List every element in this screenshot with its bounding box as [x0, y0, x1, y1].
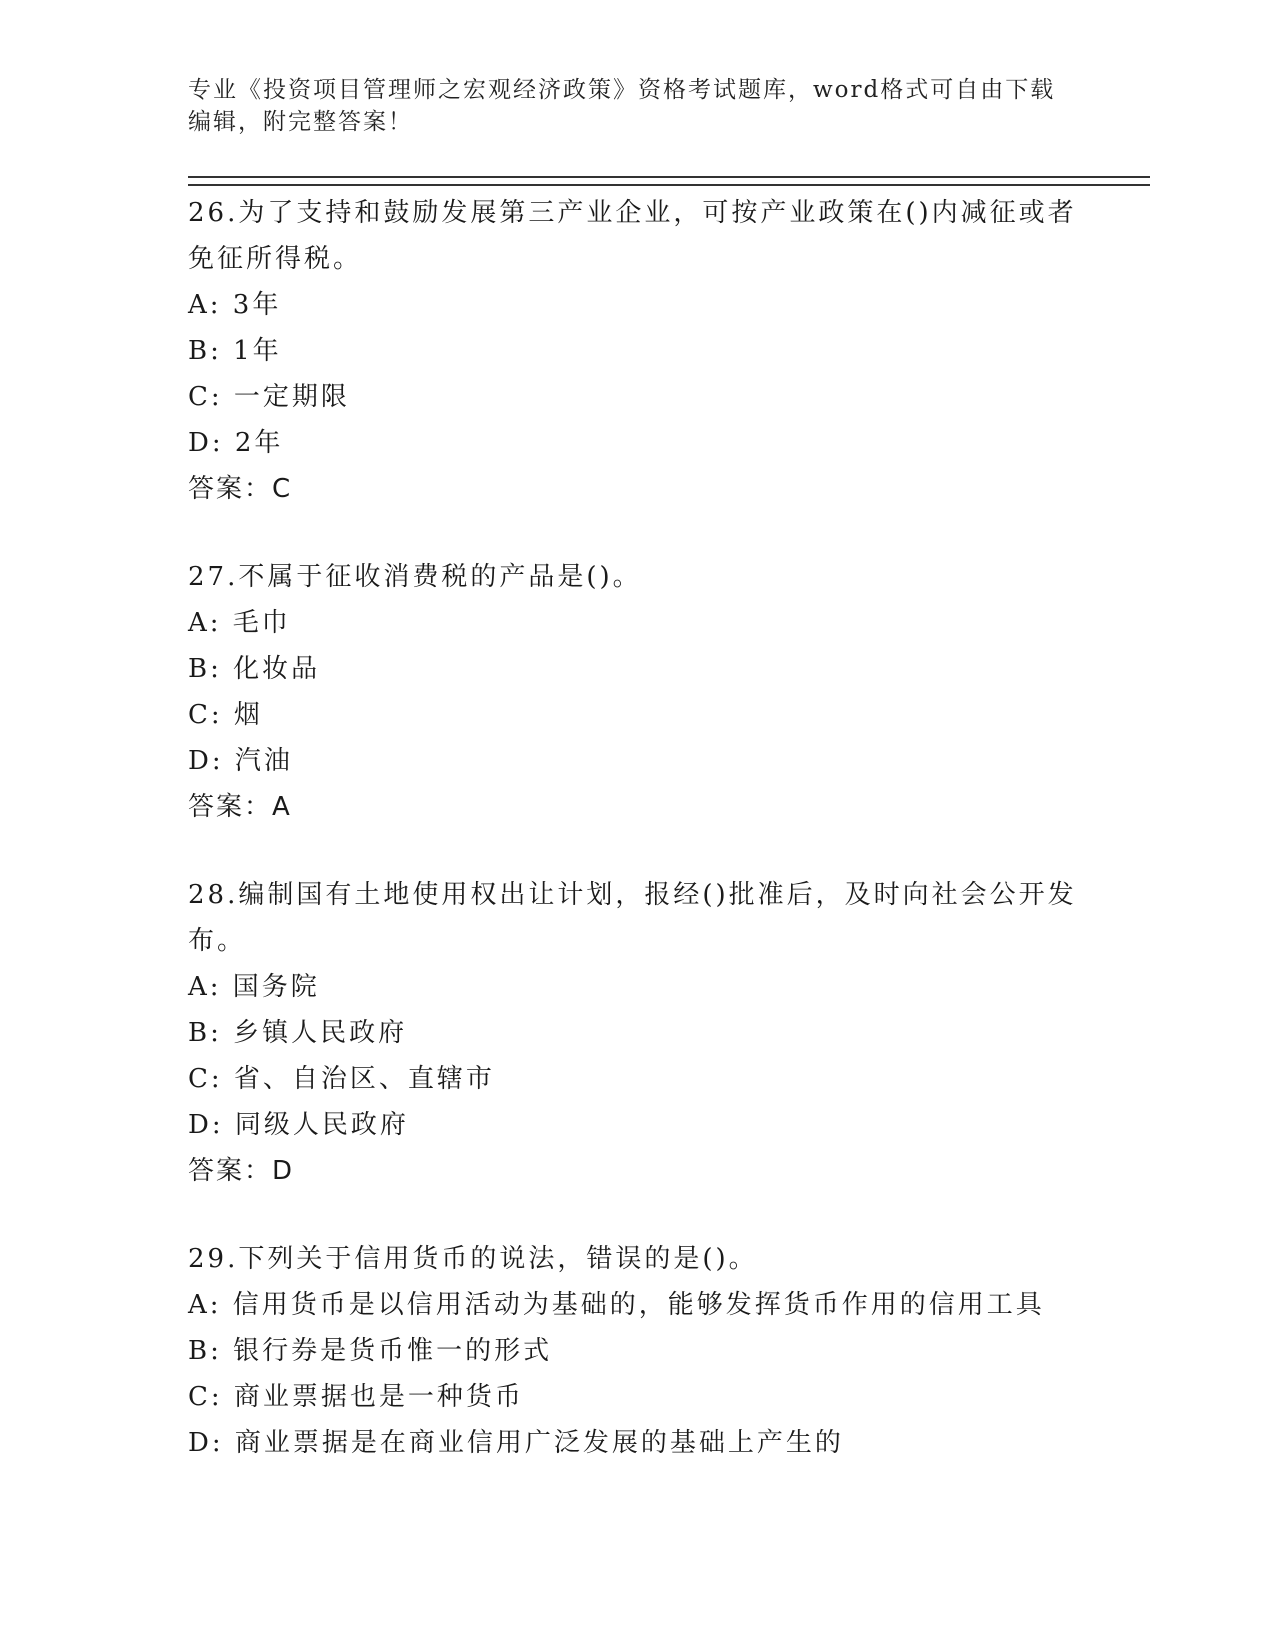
option-d: D: 同级人民政府: [188, 1110, 409, 1140]
option-c: C: 烟: [188, 700, 263, 730]
option-c: C: 省、自治区、直辖市: [188, 1064, 495, 1094]
question-stem: 29.下列关于信用货币的说法，错误的是()。: [188, 1244, 758, 1274]
option-d: D: 汽油: [188, 746, 293, 776]
question-stem: 28.编制国有土地使用权出让计划，报经()批准后，及时向社会公开发布。: [188, 880, 1077, 956]
option-b: B: 乡镇人民政府: [188, 1018, 408, 1048]
answer-text: 答案：C: [188, 474, 293, 504]
option-b: B: 1年: [188, 336, 282, 366]
question-26: [188, 190, 1088, 512]
question-29: [188, 1236, 1088, 1466]
header-divider: [188, 176, 1150, 186]
option-a: A: 3年: [188, 290, 282, 320]
question-list: [188, 190, 1088, 1508]
option-c: C: 一定期限: [188, 382, 350, 412]
question-stem: 26.为了支持和鼓励发展第三产业企业，可按产业政策在()内减征或者免征所得税。: [188, 198, 1077, 274]
option-b: B: 银行券是货币惟一的形式: [188, 1336, 553, 1366]
option-a: A: 国务院: [188, 972, 320, 1002]
question-28: [188, 872, 1088, 1194]
option-c: C: 商业票据也是一种货币: [188, 1382, 524, 1412]
answer-text: 答案：A: [188, 792, 292, 822]
option-d: D: 2年: [188, 428, 284, 458]
option-a: A: 毛巾: [188, 608, 291, 638]
option-d: D: 商业票据是在商业信用广泛发展的基础上产生的: [188, 1428, 844, 1458]
question-stem: 27.不属于征收消费税的产品是()。: [188, 562, 642, 592]
question-27: [188, 554, 1088, 830]
answer-text: 答案：D: [188, 1156, 295, 1186]
option-a: A: 信用货币是以信用活动为基础的，能够发挥货币作用的信用工具: [188, 1290, 1045, 1320]
document-header: 专业《投资项目管理师之宏观经济政策》资格考试题库，word格式可自由下载编辑，附完整答案！: [188, 77, 1056, 135]
option-b: B: 化妆品: [188, 654, 321, 684]
